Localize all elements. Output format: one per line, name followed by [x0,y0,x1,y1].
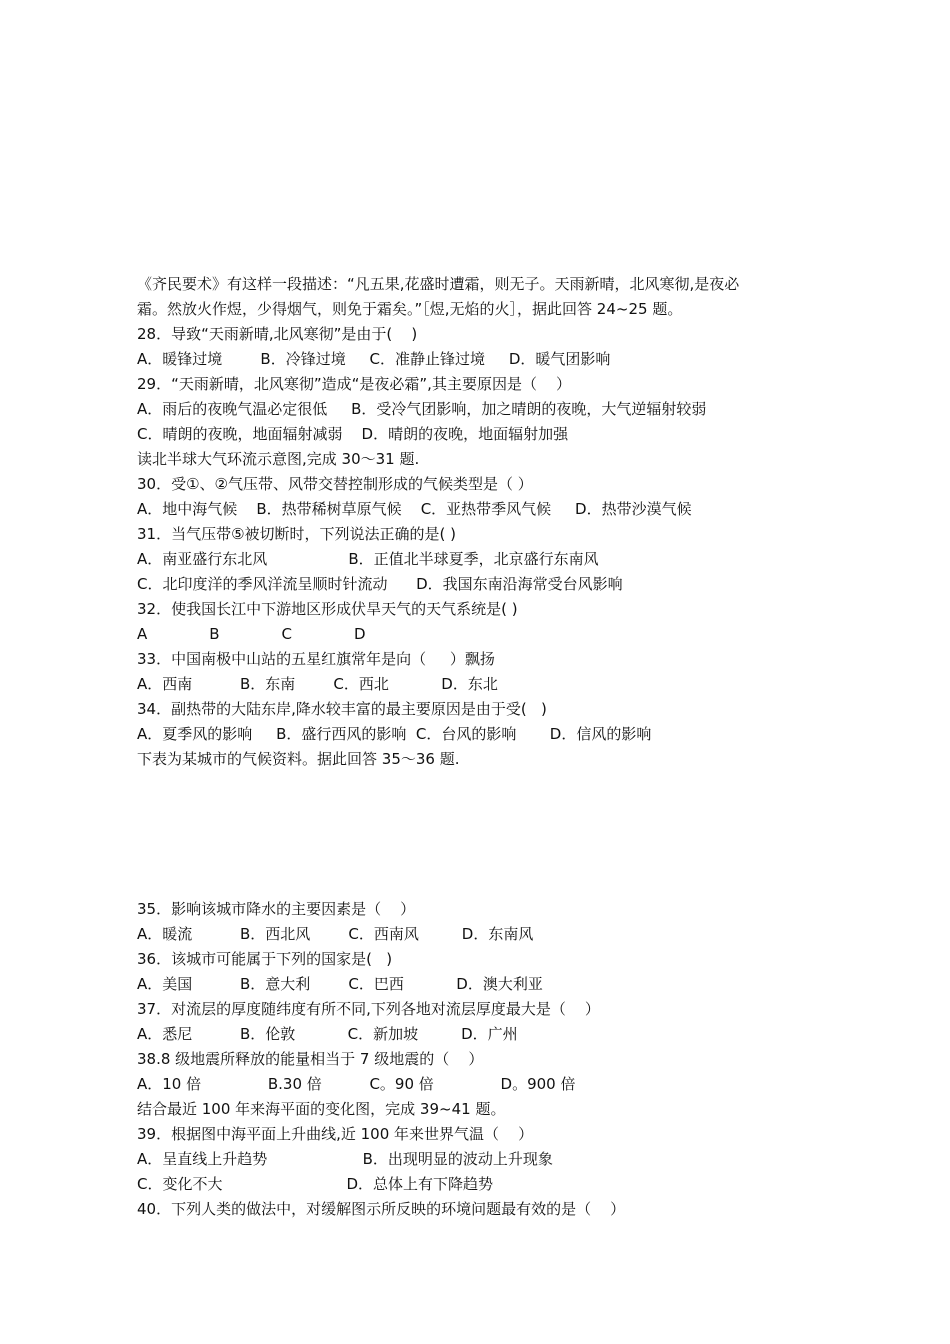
question-33-options: A．西南 B．东南 C．西北 D．东北 [137,675,498,693]
question-40: 40．下列人类的做法中，对缓解图示所反映的环境问题最有效的是（ ） [137,1200,626,1218]
question-29-options-cd: C．晴朗的夜晚，地面辐射减弱 D．晴朗的夜晚，地面辐射加强 [137,425,569,443]
section-intro-30-31: 读北半球大气环流示意图,完成 30～31 题. [137,450,420,468]
question-38-options: A．10 倍 B.30 倍 C。90 倍 D。900 倍 [137,1075,576,1093]
question-39-options-cd: C．变化不大 D．总体上有下降趋势 [137,1175,493,1193]
question-32-options: A B C D [137,625,366,643]
question-31-options-ab: A．南亚盛行东北风 B．正值北半球夏季，北京盛行东南风 [137,550,599,568]
question-29: 29．“天雨新晴，北风寒彻”造成“是夜必霜”,其主要原因是（ ） [137,375,572,393]
question-28: 28．导致“天雨新晴,北风寒彻”是由于( ) [137,325,418,343]
intro-text-line-2: 霜。然放火作煜，少得烟气，则免于霜矣。”［煜,无焰的火］，据此回答 24~25 题。 [137,300,683,318]
question-30-options: A．地中海气候 B．热带稀树草原气候 C．亚热带季风气候 D．热带沙漠气候 [137,500,692,518]
question-35-options: A．暖流 B．西北风 C．西南风 D．东南风 [137,925,534,943]
question-28-options: A．暖锋过境 B．冷锋过境 C．准静止锋过境 D．暖气团影响 [137,350,611,368]
question-30: 30．受①、②气压带、风带交替控制形成的气候类型是（ ） [137,475,533,493]
section-intro-35-36: 下表为某城市的气候资料。据此回答 35～36 题. [137,750,460,768]
question-35: 35．影响该城市降水的主要因素是（ ） [137,900,416,918]
question-34-options: A．夏季风的影响 B．盛行西风的影响 C．台风的影响 D．信风的影响 [137,725,652,743]
section-intro-39-41: 结合最近 100 年来海平面的变化图，完成 39~41 题。 [137,1100,506,1118]
question-34: 34．副热带的大陆东岸,降水较丰富的最主要原因是由于受( ) [137,700,547,718]
question-31: 31．当气压带⑤被切断时，下列说法正确的是( ) [137,525,457,543]
question-36-options: A．美国 B．意大利 C．巴西 D．澳大利亚 [137,975,543,993]
question-31-options-cd: C．北印度洋的季风洋流呈顺时针流动 D．我国东南沿海常受台风影响 [137,575,623,593]
question-37: 37．对流层的厚度随纬度有所不同,下列各地对流层厚度最大是（ ） [137,1000,600,1018]
question-33: 33．中国南极中山站的五星红旗常年是向（ ）飘扬 [137,650,495,668]
question-39: 39．根据图中海平面上升曲线,近 100 年来世界气温（ ） [137,1125,534,1143]
intro-text-line-1: 《齐民要术》有这样一段描述：“凡五果,花盛时遭霜，则无子。天雨新晴，北风寒彻,是夜必 [137,275,740,293]
question-36: 36．该城市可能属于下列的国家是( ) [137,950,393,968]
question-38: 38.8 级地震所释放的能量相当于 7 级地震的（ ） [137,1050,484,1068]
question-37-options: A．悉尼 B．伦敦 C．新加坡 D．广州 [137,1025,518,1043]
question-29-options-ab: A．雨后的夜晚气温必定很低 B．受冷气团影响，加之晴朗的夜晚，大气逆辐射较弱 [137,400,707,418]
question-32: 32．使我国长江中下游地区形成伏旱天气的天气系统是( ) [137,600,518,618]
question-39-options-ab: A．呈直线上升趋势 B．出现明显的波动上升现象 [137,1150,553,1168]
